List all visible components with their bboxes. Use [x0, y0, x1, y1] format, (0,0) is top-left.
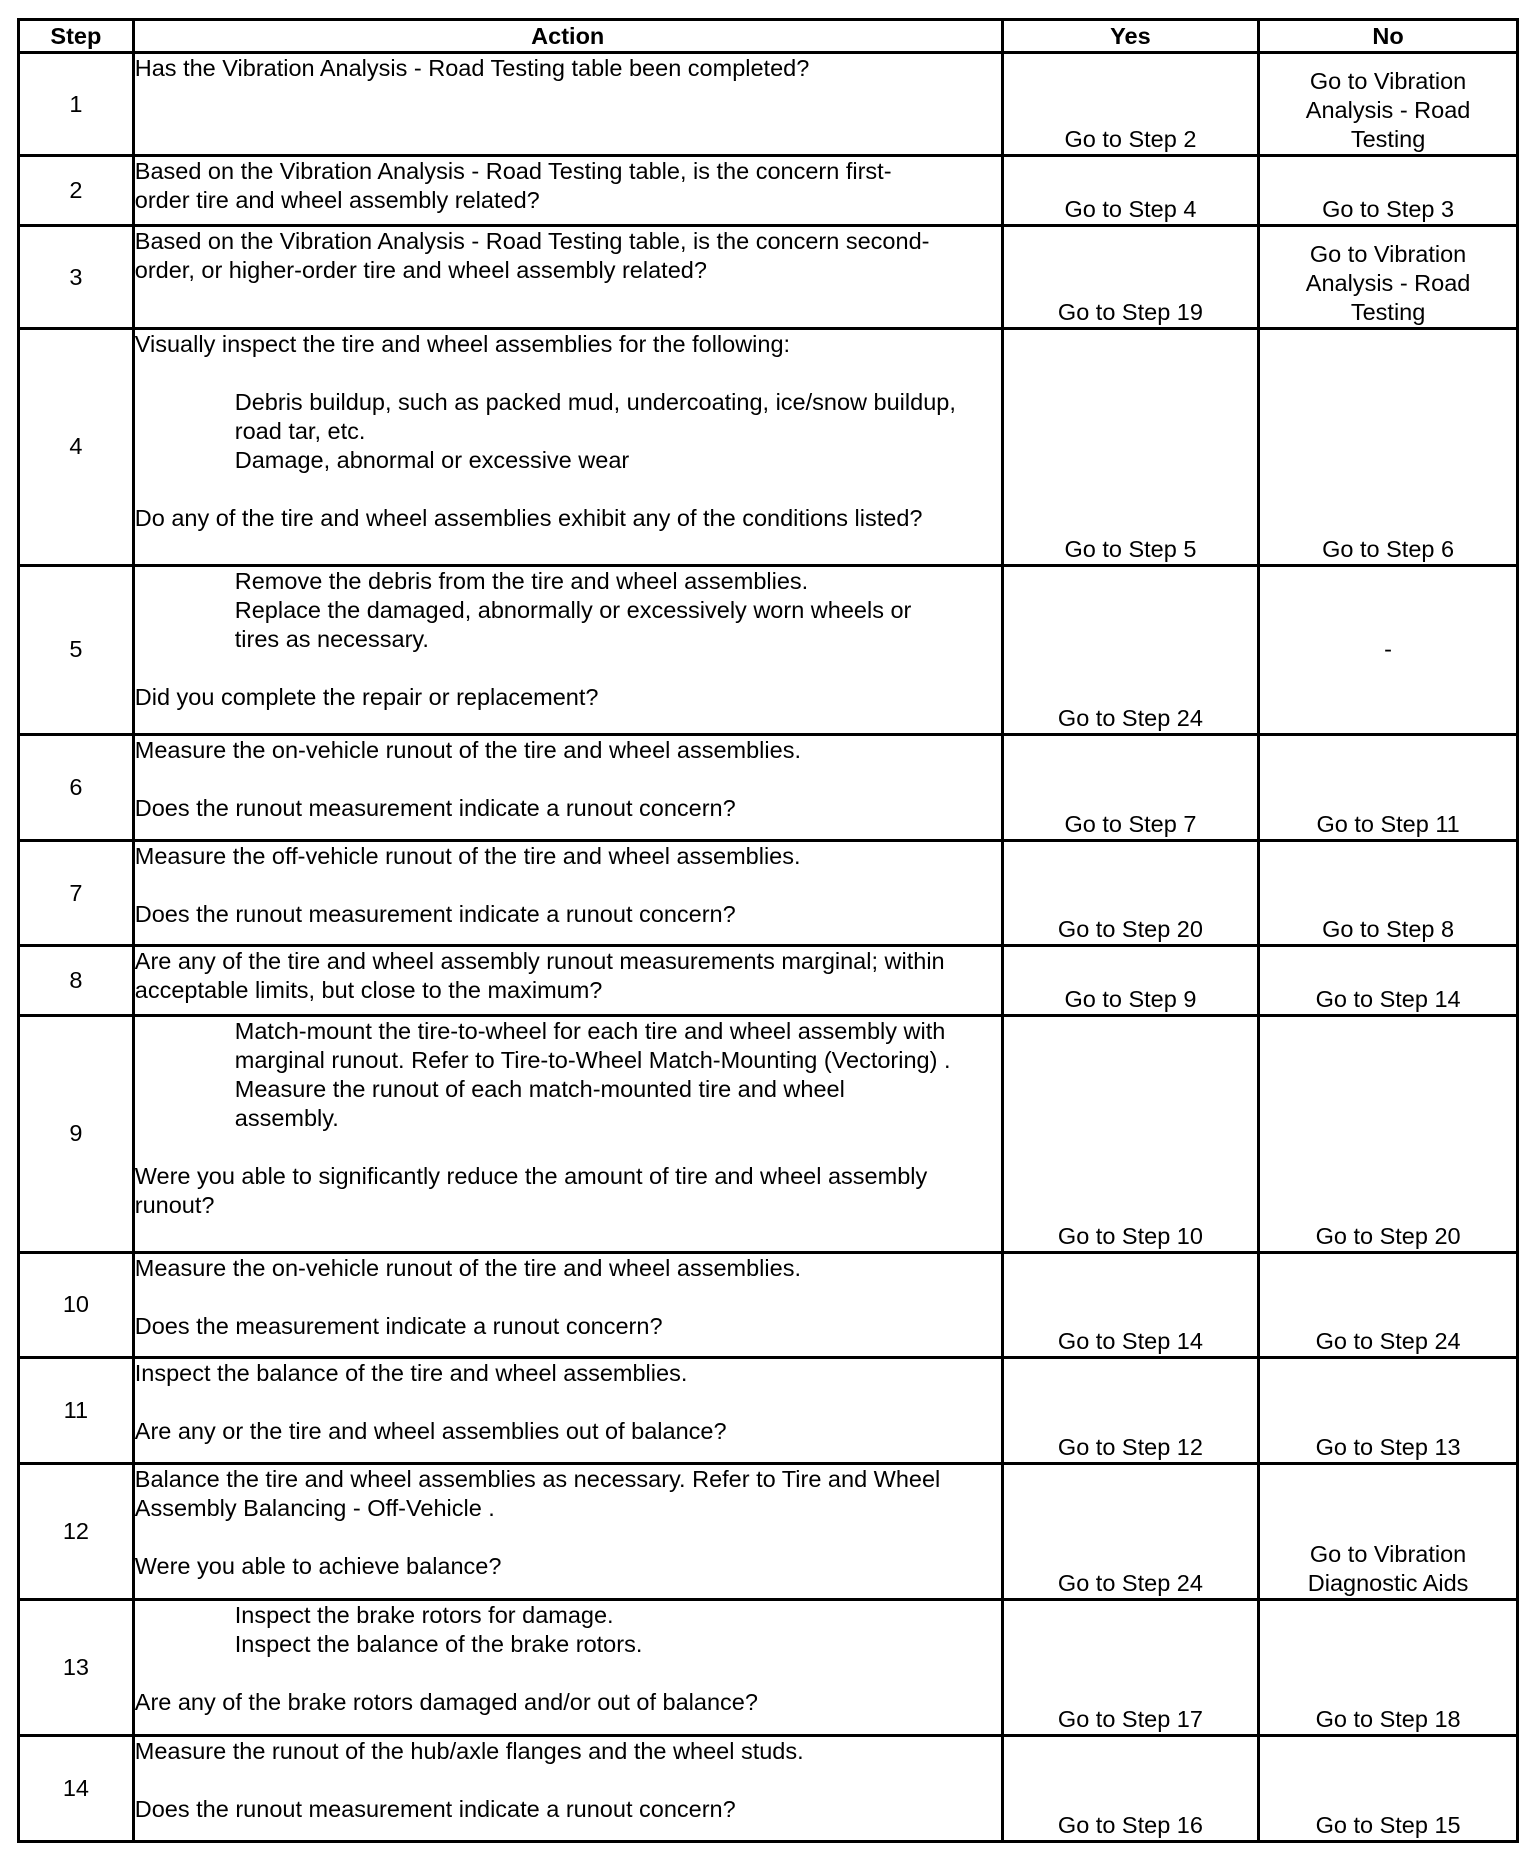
table-row: [19, 226, 1518, 329]
yes-link[interactable]: Go to Step 12: [1002, 1358, 1258, 1464]
action-text: Has the Vibration Analysis - Road Testing table been completed?: [134, 55, 810, 81]
action-text: Balance the tire and wheel assemblies as necessary. Refer to Tire and Wheel Assembly Balancing - Off-Vehicle .: [134, 1465, 941, 1521]
step-number: 7: [19, 840, 134, 946]
yes-link[interactable]: Go to Step 9: [1002, 946, 1258, 1016]
table-row: [19, 1358, 1518, 1464]
no-link: -: [1259, 565, 1518, 735]
step-number: 8: [19, 946, 134, 1016]
action-list: Match-mount the tire-to-wheel for each tire and wheel assembly with marginal runout. Refer to Tire-to-Wheel Match-Mounting (Vectoring) . Measure the runout of each match-mounted tire and wheel assembly.: [234, 1018, 951, 1132]
action-question: Are any or the tire and wheel assemblies out of balance?: [134, 1418, 727, 1444]
action-text: Measure the on-vehicle runout of the tire and wheel assemblies.: [134, 1254, 801, 1281]
header-yes: Yes: [1002, 20, 1258, 53]
no-link[interactable]: Go to Step 13: [1259, 1358, 1518, 1464]
action-cell: [133, 1463, 1002, 1599]
no-link[interactable]: Go to Step 8: [1259, 840, 1518, 946]
step-number: 13: [19, 1599, 134, 1735]
action-text: Based on the Vibration Analysis - Road Testing table, is the concern first- order tire and wheel assembly related?: [134, 158, 892, 214]
no-link[interactable]: Go to Step 18: [1259, 1599, 1518, 1735]
action-text: Measure the runout of the hub/axle flanges and the wheel studs.: [134, 1738, 804, 1765]
action-question: Does the runout measurement indicate a runout concern?: [134, 900, 736, 927]
step-number: 6: [19, 735, 134, 841]
table-row: [19, 1252, 1518, 1358]
yes-link[interactable]: Go to Step 24: [1002, 565, 1258, 735]
action-text: Inspect the balance of the tire and wheel assemblies.: [134, 1360, 688, 1386]
action-cell: [133, 946, 1002, 1016]
table-row: [19, 946, 1518, 1016]
header-row: [19, 20, 1518, 53]
yes-link[interactable]: Go to Step 5: [1002, 329, 1258, 565]
no-link[interactable]: Go to Step 24: [1259, 1252, 1518, 1358]
header-action: Action: [133, 20, 1002, 53]
yes-link[interactable]: Go to Step 16: [1002, 1736, 1258, 1842]
step-number: 11: [19, 1358, 134, 1464]
table-row: [19, 53, 1518, 156]
step-number: 9: [19, 1016, 134, 1252]
action-text: Visually inspect the tire and wheel assemblies for the following:: [134, 331, 791, 358]
header-no: No: [1259, 20, 1518, 53]
step-number: 14: [19, 1736, 134, 1842]
step-number: 5: [19, 565, 134, 735]
yes-link[interactable]: Go to Step 4: [1002, 156, 1258, 226]
action-list: Inspect the brake rotors for damage. Inspect the balance of the brake rotors.: [234, 1601, 643, 1657]
action-cell: [133, 1358, 1002, 1464]
yes-link[interactable]: Go to Step 20: [1002, 840, 1258, 946]
action-cell: [133, 226, 1002, 329]
table-row: [19, 565, 1518, 735]
action-question: Does the measurement indicate a runout concern?: [134, 1312, 663, 1339]
table-row: [19, 735, 1518, 841]
yes-link[interactable]: Go to Step 24: [1002, 1463, 1258, 1599]
action-cell: [133, 1252, 1002, 1358]
yes-link[interactable]: Go to Step 14: [1002, 1252, 1258, 1358]
no-link[interactable]: Go to Step 14: [1259, 946, 1518, 1016]
action-question: Does the runout measurement indicate a runout concern?: [134, 1796, 736, 1823]
step-number: 1: [19, 53, 134, 156]
no-link[interactable]: Go to Vibration Diagnostic Aids: [1259, 1463, 1518, 1599]
table-row: [19, 329, 1518, 565]
yes-link[interactable]: Go to Step 17: [1002, 1599, 1258, 1735]
table-row: [19, 1599, 1518, 1735]
yes-link[interactable]: Go to Step 10: [1002, 1016, 1258, 1252]
step-number: 3: [19, 226, 134, 329]
no-link[interactable]: Go to Step 20: [1259, 1016, 1518, 1252]
yes-link[interactable]: Go to Step 19: [1002, 226, 1258, 329]
action-question: Were you able to achieve balance?: [134, 1552, 502, 1579]
action-text: Measure the on-vehicle runout of the tire and wheel assemblies.: [134, 737, 801, 764]
step-number: 10: [19, 1252, 134, 1358]
header-step: Step: [19, 20, 134, 53]
diagnostic-table: [17, 18, 1519, 1843]
no-link[interactable]: Go to Step 15: [1259, 1736, 1518, 1842]
action-text: Are any of the tire and wheel assembly runout measurements marginal; within acceptable limits, but close to the maximum?: [134, 948, 945, 1004]
action-cell: [133, 156, 1002, 226]
action-cell: [133, 565, 1002, 735]
no-link[interactable]: Go to Step 11: [1259, 735, 1518, 841]
action-list: Remove the debris from the tire and wheel assemblies. Replace the damaged, abnormally or excessively worn wheels or tires as necessary.: [234, 567, 912, 652]
table-row: [19, 1736, 1518, 1842]
action-cell: [133, 1016, 1002, 1252]
action-cell: [133, 1736, 1002, 1842]
action-question: Were you able to significantly reduce the amount of tire and wheel assembly runout?: [134, 1163, 928, 1219]
action-cell: [133, 329, 1002, 565]
no-link[interactable]: Go to Step 6: [1259, 329, 1518, 565]
action-cell: [133, 840, 1002, 946]
table-row: [19, 840, 1518, 946]
no-link[interactable]: Go to Step 3: [1259, 156, 1518, 226]
table-row: [19, 156, 1518, 226]
step-number: 12: [19, 1463, 134, 1599]
action-cell: [133, 735, 1002, 841]
no-link[interactable]: Go to Vibration Analysis - Road Testing: [1259, 53, 1518, 156]
action-question: Do any of the tire and wheel assemblies exhibit any of the conditions listed?: [134, 505, 923, 532]
action-cell: [133, 1599, 1002, 1735]
action-question: Does the runout measurement indicate a runout concern?: [134, 795, 736, 822]
yes-link[interactable]: Go to Step 7: [1002, 735, 1258, 841]
table-row: [19, 1463, 1518, 1599]
table-row: [19, 1016, 1518, 1252]
step-number: 2: [19, 156, 134, 226]
yes-link[interactable]: Go to Step 2: [1002, 53, 1258, 156]
action-text: Measure the off-vehicle runout of the tire and wheel assemblies.: [134, 842, 801, 869]
action-text: Based on the Vibration Analysis - Road Testing table, is the concern second- order, or higher-order tire and wheel assembly related?: [134, 228, 930, 284]
step-number: 4: [19, 329, 134, 565]
action-list: Debris buildup, such as packed mud, undercoating, ice/snow buildup, road tar, etc. Damage, abnormal or excessive wear: [234, 389, 956, 474]
action-question: Did you complete the repair or replacement?: [134, 683, 599, 710]
action-question: Are any of the brake rotors damaged and/or out of balance?: [134, 1688, 758, 1715]
action-cell: [133, 53, 1002, 156]
no-link[interactable]: Go to Vibration Analysis - Road Testing: [1259, 226, 1518, 329]
